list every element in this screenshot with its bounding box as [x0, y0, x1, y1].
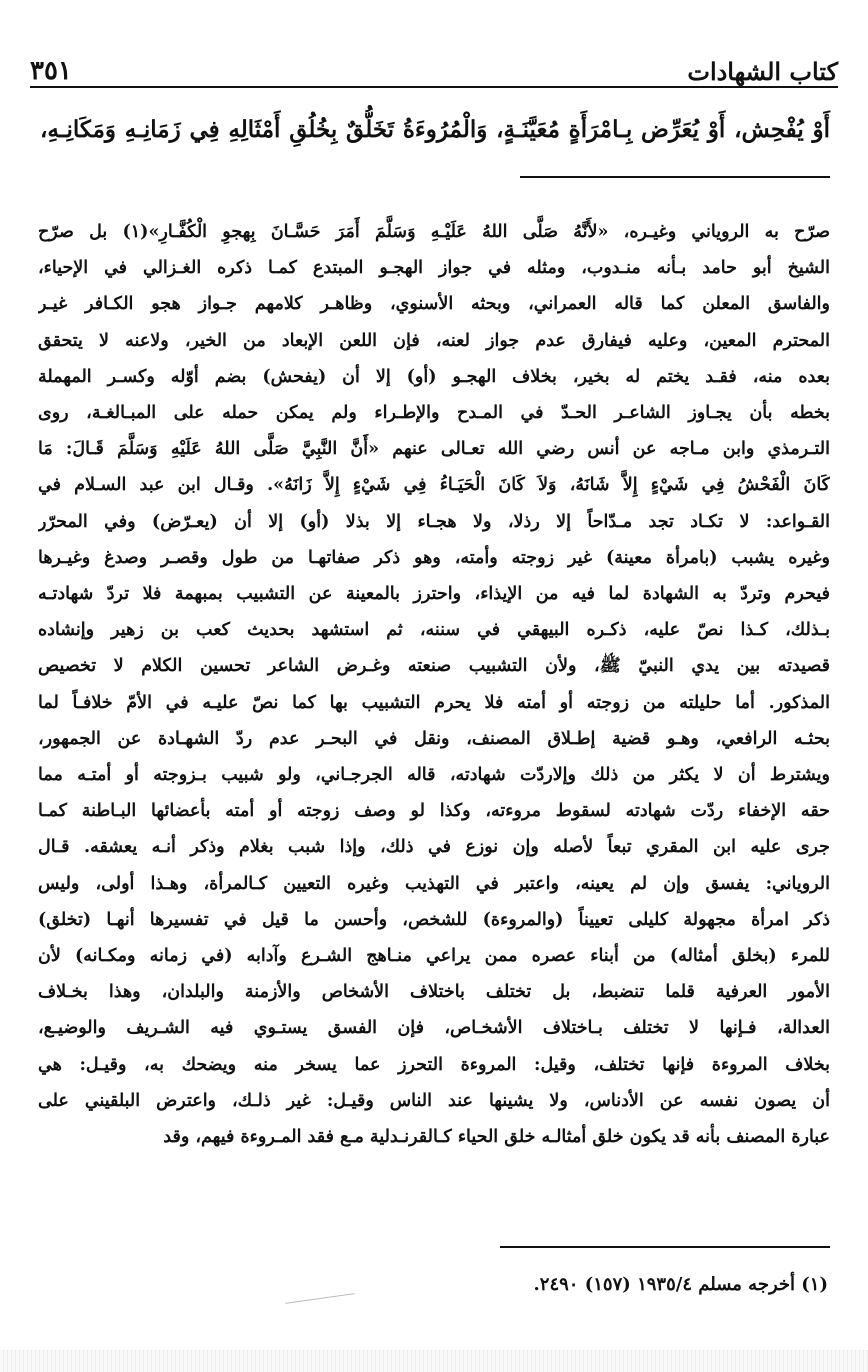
bottom-border-ornament — [0, 1350, 868, 1372]
commentary-line: الشيخ أبو حامد بـأنه منـدوب، ومثله في جواز الهجـو المبتدع كمـا ذكره الغـزالي في الإحياء، — [38, 258, 830, 279]
matn-separator-rule — [520, 176, 830, 178]
footnote: (١) أخرجه مسلم ١٩٣٥/٤ (١٥٧) ٢٤٩٠. — [533, 1274, 828, 1295]
commentary-line: بحثـه الرافعي، وهـو قضية إطـلاق المصنف، ونقل في البحـر عدم ردّ الشهـادة عن الجمهور، — [38, 728, 830, 749]
commentary-line: وغيره يشبب (بامرأة معينة) غير زوجته وأمته، وهو ذكر صفاتهـا من طول وقصـر وصدغ وغيـرها — [38, 547, 830, 568]
commentary-line: الأمور العرفية قلما تنضبط، بل تختلف باختلاف الأشخاص والأزمنة والبلدان، وهذا بخـلاف — [38, 982, 830, 1003]
commentary-line: القـواعد: لا تكـاد تجد مـدّاحاً إلا رذلا، ولا هجـاء إلا بذلا (أو) إلا أن (يعـرّض) وفي المحرّر — [38, 511, 830, 532]
header-rule — [30, 86, 838, 88]
commentary-line: عبارة المصنف بأنه قد يكون خلق أمثالـه خلق الحياء كـالقرنـدلية مـع فقد المـروءة فيهم، وقد — [163, 1127, 830, 1148]
footnote-separator-rule — [500, 1246, 830, 1248]
commentary-line: بـذلك، كـذا نصّ عليه، ذكـره البيهقي في سننه، ثم استشهد بحديث كعب بن زهير وإنشاده — [38, 620, 830, 641]
commentary-line: والفاسق المعلن كما قاله العمراني، وبحثه الأسنوي، وظاهـر كلامهم جـواز هجو الكـافر غيـر — [38, 294, 830, 315]
scan-mark — [285, 1293, 354, 1304]
commentary-text — [38, 214, 830, 1155]
commentary-line: ذكر امرأة مجهولة كليلى تعييناً (والمروءة) للشخص، وأحسن ما قيل في تفسيرها أنهـا (تخلق) — [38, 909, 830, 930]
commentary-line: ويشترط أن لا يكثر من ذلك وإلاردّت شهادته، قاله الجرجـاني، ولو شبيب بـزوجته أو أمتـه مما — [38, 765, 830, 786]
commentary-line: بخلاف المروءة فإنها تختلف، وقيل: المروءة التحرز عما يسخر منه ويضحك به، وقيـل: هي — [38, 1054, 830, 1075]
commentary-line: صرّح به الروياني وغيـره، «لأَنَّهُ صَلَّى اللهُ عَلَيْـهِ وَسَلَّمَ أَمَرَ حَسَّـانَ بِهجوِ الْكُفَّـارِ»(١) بل صرّح — [38, 222, 830, 242]
commentary-line: حقه الإخفاء ردّت شهادته لسقوط مروءته، وكذا لو وصف زوجته أو أمته بأعضائها البـاطنة كمـا — [38, 801, 830, 822]
commentary-line: التـرمذي وابن مـاجه عن أنس رضي الله تعـالى عنهم «أَنَّ النَّبِيَّ صَلَّى اللهُ عَلَيْهِ وَسَلَّمَ قَـالَ: مَا — [38, 439, 830, 460]
commentary-line: أن يصون نفسه عن الأدناس، ولا يشينها عند الناس وقيـل: غير ذلـك، واعترض البلقيني على — [38, 1090, 830, 1111]
commentary-line: قصيدته بين يدي النبيّ ﷺ، ولأن التشبيب صنعته وغـرض الشاعر تحسين الكلام لا تخصيص — [38, 656, 830, 677]
commentary-line: العدالة، فـإنها لا تختلف بـاختلاف الأشخـاص، فإن الفسق يستـوي فيه الشـريف والوضيـع، — [38, 1018, 830, 1039]
page-header — [30, 40, 838, 84]
running-title: كتاب الشهادات — [687, 57, 838, 86]
main-text-matn: أَوْ يُفْحِش، أَوْ يُعَرِّض بِـامْرَأَةٍ مُعَيَّنَـةٍ، وَالْمُرُوءَةُ تَخَلُّقٌ بِخُلُقِ أَمْثَالِهِ فِي زَمَانِـهِ وَمَكَانِـهِ، — [40, 116, 830, 143]
commentary-line: المحترم المعين، وعليه فيفارق عدم جواز لعنه، فإن اللعن الإبعاد من الخير، ولاعنه لا يتحقق — [38, 330, 830, 351]
commentary-line: للمرء (بخلق أمثاله) من أبناء عصره ممن يراعي منـاهج الشـرع وآدابه (في زمانه ومكـانه) لأن — [38, 946, 830, 967]
commentary-line: الروياني: يفسق وإن لم يعينه، واعتبر في التهذيب وغيره التعيين كـالمرأة، وهـذا أولى، وليس — [38, 873, 830, 894]
commentary-line: المذكور. أما حليلته من زوجته أو أمته فلا يحرم التشبيب بها كما نصّ عليـه في الأمّ خلافـاً لما — [38, 692, 830, 713]
commentary-line: بعده منه، فقـد يختم له بخير، بخلاف الهجـو (أو) إلا أن (يفحش) بضم أوّله وكسـر المهملة — [38, 366, 830, 387]
commentary-line: فيحرم وتردّ به الشهادة لما فيه من الإيذاء، واحترز بالمعينة عن التشبيب بمبهمة فلا تردّ شهادتـه — [38, 584, 830, 605]
commentary-line: بخطه بأن يجـاوز الشاعـر الحـدّ في المـدح والإطـراء ولم يمكن حمله على المبـالغـة، روى — [38, 403, 830, 424]
commentary-line: كَانَ الْفَحْشُ فِي شَيْءٍ إِلاَّ شَانَهُ، وَلاَ كَانَ الْحَيَـاءُ فِي شَيْءٍ إِلاَّ زَانَهُ». وقـال ابن عبد السـلام في — [38, 475, 830, 496]
commentary-line: جرى عليه ابن المقري تبعاً لأصله وإن نوزع في ذلك، وإذا شبب بغلام وذكر أنـه يعشقه. قـال — [38, 837, 830, 858]
page-number: ٣٥١ — [30, 56, 72, 86]
